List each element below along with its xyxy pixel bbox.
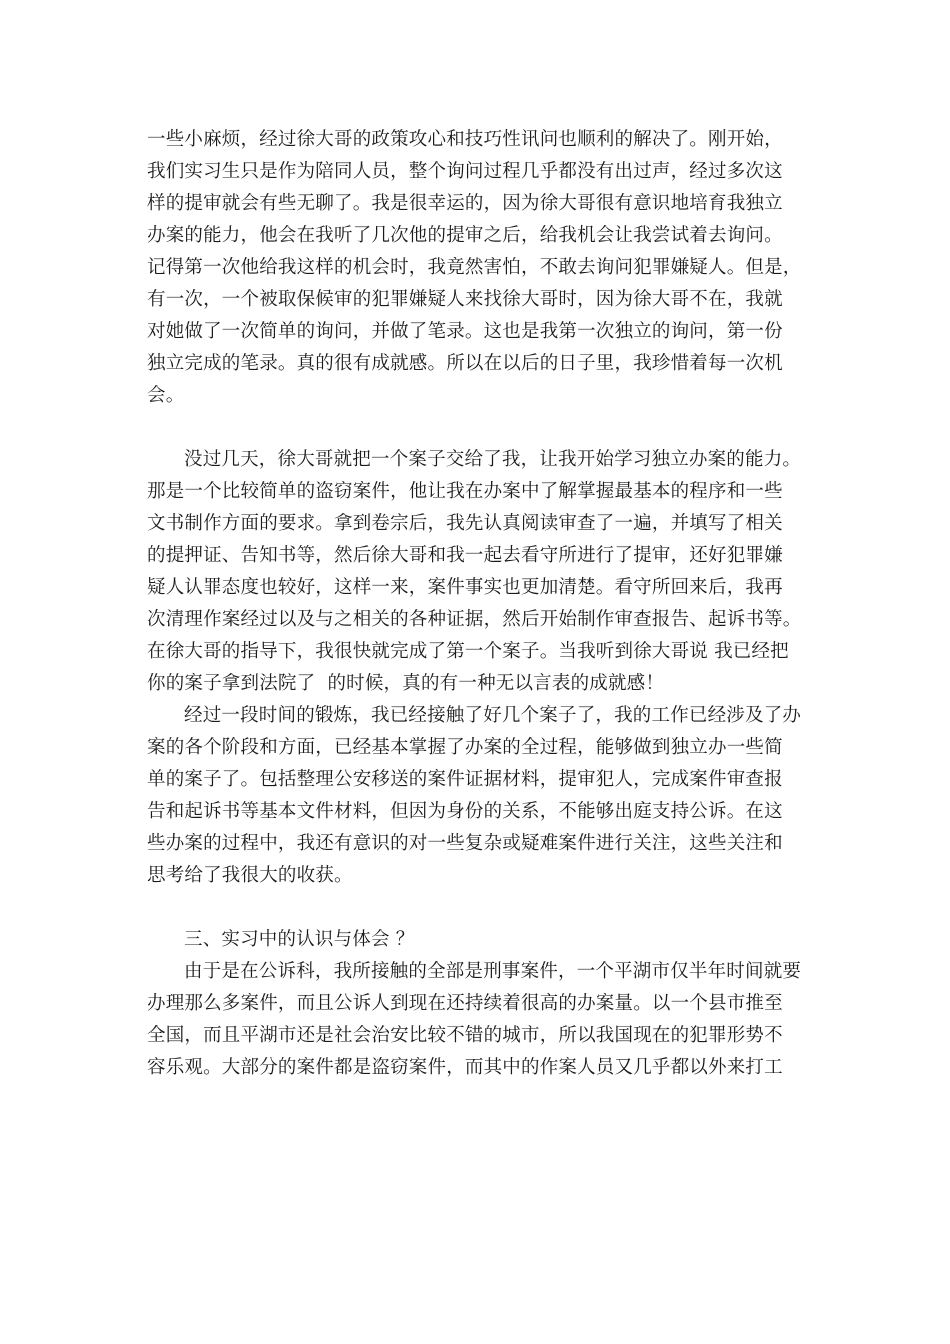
paragraph-4: [147, 956, 807, 1084]
text-line: 思考给了我很大的收获。: [147, 865, 353, 886]
text-line: 样的提审就会有些无聊了。我是很幸运的，因为徐大哥很有意识地培育我独立: [147, 193, 783, 214]
text-line: 经过一段时间的锻炼，我已经接触了好几个案子了，我的工作已经涉及了办: [184, 705, 802, 726]
text-line: 会。: [147, 385, 185, 406]
text-line: 些办案的过程中，我还有意识的对一些复杂或疑难案件进行关注，这些关注和: [147, 833, 783, 854]
paragraph-2: [147, 444, 807, 700]
paragraph-spacer: [147, 412, 807, 444]
text-line: 在徐大哥的指导下，我很快就完成了第一个案子。当我听到徐大哥说 我已经把: [147, 641, 789, 662]
text-line: 记得第一次他给我这样的机会时，我竟然害怕，不敢去询问犯罪嫌疑人。但是，: [147, 257, 802, 278]
text-line: 由于是在公诉科，我所接触的全部是刑事案件，一个平湖市仅半年时间就要: [184, 961, 802, 982]
text-line: 办案的能力，他会在我听了几次他的提审之后，给我机会让我尝试着去询问。: [147, 225, 783, 246]
text-line: 你的案子拿到法院了 的时候，真的有一种无以言表的成就感！: [147, 673, 665, 694]
section-heading: 三、实习中的认识与体会 ？: [184, 929, 415, 950]
text-line: 单的案子了。包括整理公安移送的案件证据材料，提审犯人，完成案件审查报: [147, 769, 783, 790]
text-line: 我们实习生只是作为陪同人员，整个询问过程几乎都没有出过声，经过多次这: [147, 161, 783, 182]
text-line: 文书制作方面的要求。拿到卷宗后，我先认真阅读审查了一遍，并填写了相关: [147, 513, 783, 534]
text-line: 容乐观。大部分的案件都是盗窃案件，而其中的作案人员又几乎都以外来打工: [147, 1057, 783, 1078]
text-line: 那是一个比较简单的盗窃案件，他让我在办案中了解掌握最基本的程序和一些: [147, 481, 783, 502]
text-line: 疑人认罪态度也较好，这样一来，案件事实也更加清楚。看守所回来后，我再: [147, 577, 783, 598]
text-line: 一些小麻烦，经过徐大哥的政策攻心和技巧性讯问也顺利的解决了。刚开始，: [147, 129, 783, 150]
paragraph-1: [147, 124, 807, 412]
text-line: 办理那么多案件，而且公诉人到现在还持续着很高的办案量。以一个县市推至: [147, 993, 783, 1014]
text-line: 对她做了一次简单的询问，并做了笔录。这也是我第一次独立的询问，第一份: [147, 321, 783, 342]
text-line: 全国，而且平湖市还是社会治安比较不错的城市，所以我国现在的犯罪形势不: [147, 1025, 783, 1046]
text-line: 案的各个阶段和方面，已经基本掌握了办案的全过程，能够做到独立办一些简: [147, 737, 783, 758]
text-line: 独立完成的笔录。真的很有成就感。所以在以后的日子里，我珍惜着每一次机: [147, 353, 783, 374]
text-line: 告和起诉书等基本文件材料，但因为身份的关系，不能够出庭支持公诉。在这: [147, 801, 783, 822]
text-line: 有一次，一个被取保候审的犯罪嫌疑人来找徐大哥时，因为徐大哥不在，我就: [147, 289, 783, 310]
text-line: 没过几天，徐大哥就把一个案子交给了我，让我开始学习独立办案的能力。: [184, 449, 802, 470]
document-body: [147, 124, 807, 1084]
text-line: 的提押证、告知书等，然后徐大哥和我一起去看守所进行了提审，还好犯罪嫌: [147, 545, 783, 566]
paragraph-3: [147, 700, 807, 892]
paragraph-spacer: [147, 892, 807, 924]
text-line: 次清理作案经过以及与之相关的各种证据，然后开始制作审查报告、起诉书等。: [147, 609, 802, 630]
